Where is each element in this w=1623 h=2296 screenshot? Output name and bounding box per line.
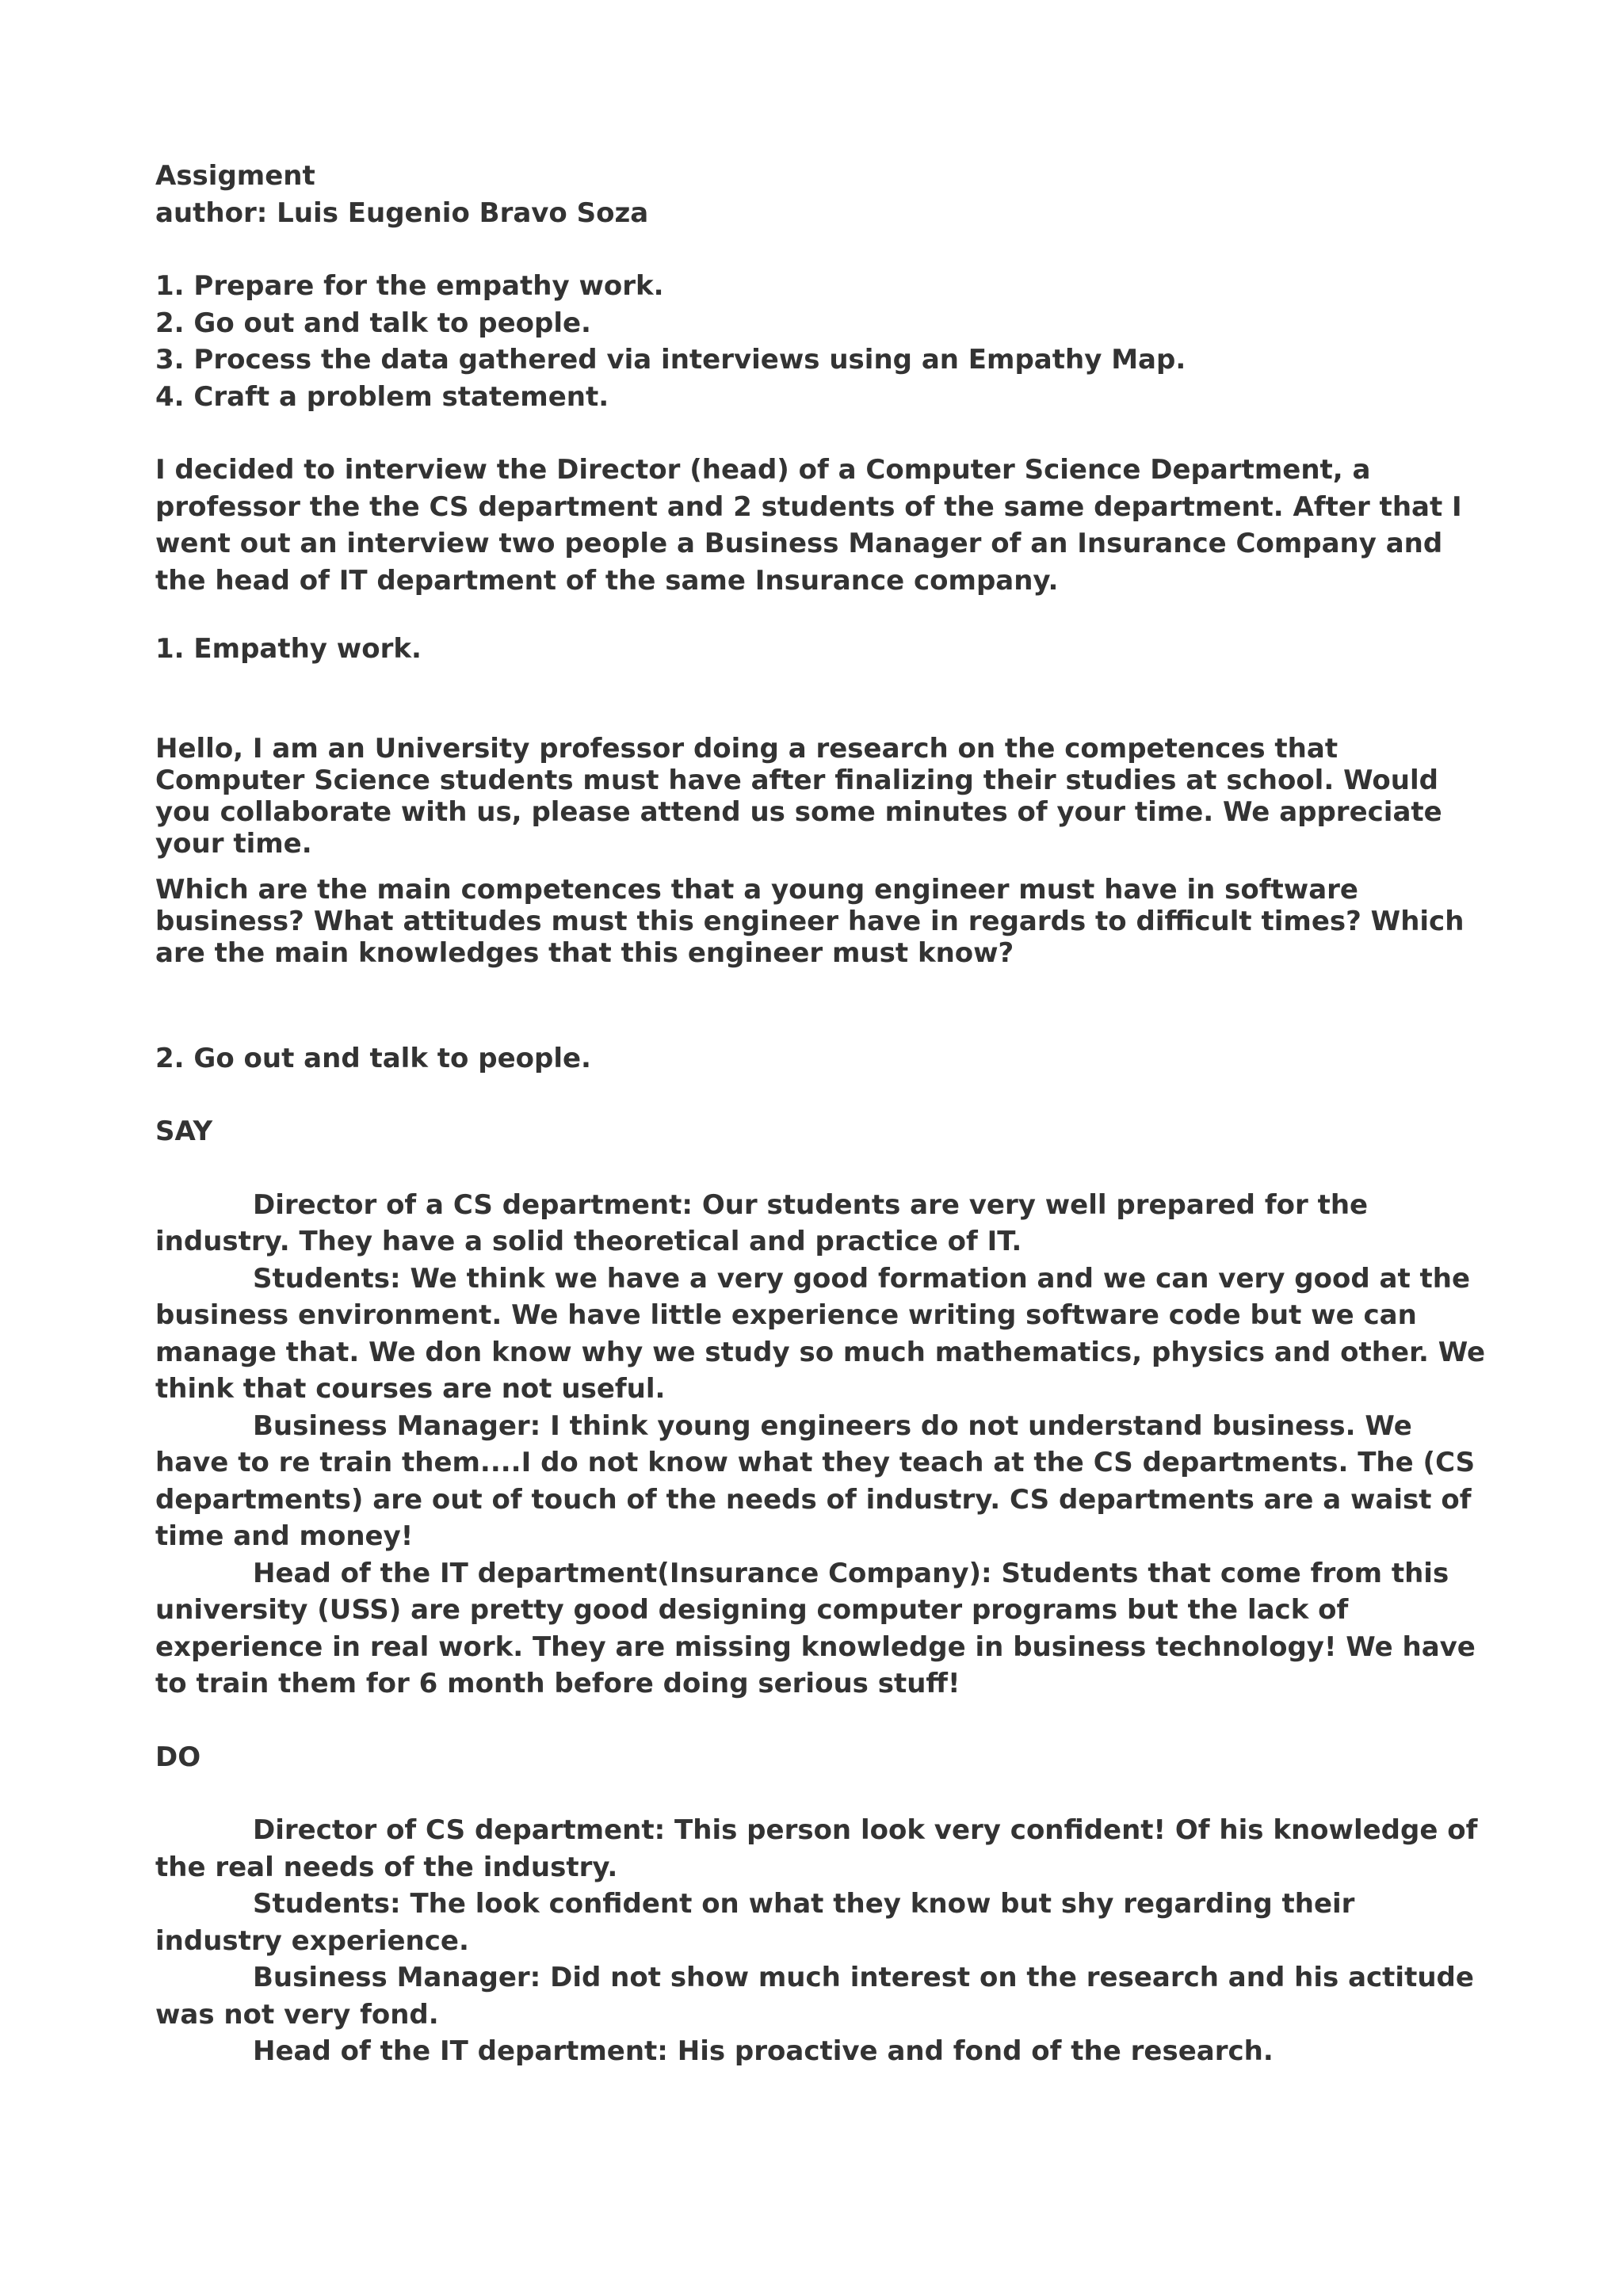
message-line: Hello, I am an University professor doing a research on the competences that [155, 732, 1338, 765]
say-manager-line: have to re train them....I do not know what they teach at the CS departments. The (CS [155, 1447, 1476, 1478]
say-label: SAY [155, 1116, 213, 1147]
step-item: 1. Prepare for the empathy work. [155, 270, 664, 302]
message-line: your time. [155, 827, 312, 860]
interview-questions [155, 874, 1487, 969]
message-line: Computer Science students must have after finalizing their studies at school. Would [155, 764, 1438, 796]
steps-list [155, 268, 1487, 415]
do-it-head [155, 2033, 1487, 2070]
say-students-line: business environment. We have little experience writing software code but we can [155, 1299, 1417, 1331]
say-section [155, 1187, 1487, 1703]
do-manager-line: Business Manager: Did not show much interest on the research and his actitude [253, 1962, 1474, 1993]
do-director-line: Director of CS department: This person look very confident! Of his knowledge of [253, 1814, 1478, 1846]
intro-paragraph [155, 452, 1487, 599]
say-manager-line: Business Manager: I think young engineers do not understand business. We [253, 1409, 1412, 1442]
say-director-line: industry. They have a solid theoretical and practice of IT. [155, 1226, 1022, 1257]
intro-line: professor the the CS department and 2 students of the same department. After that I [155, 490, 1462, 523]
say-students-line: Students: We think we have a very good formation and we can very good at the [253, 1262, 1471, 1295]
do-manager-line: was not very fond. [155, 1998, 439, 2031]
question-line: Which are the main competences that a young engineer must have in software [155, 873, 1358, 906]
step-item: 3. Process the data gathered via interviews using an Empathy Map. [155, 344, 1186, 376]
section-heading-empathy: 1. Empathy work. [155, 633, 422, 665]
say-students [155, 1261, 1487, 1408]
interview-message [155, 733, 1487, 860]
document-author: author: Luis Eugenio Bravo Soza [155, 196, 649, 229]
step-item: 4. Craft a problem statement. [155, 380, 609, 413]
step-item: 2. Go out and talk to people. [155, 307, 591, 339]
say-manager-line: departments) are out of touch of the needs of industry. CS departments are a waist of [155, 1483, 1472, 1516]
do-label: DO [155, 1741, 201, 1773]
do-students-line: Students: The look confident on what they know but shy regarding their [253, 1888, 1355, 1920]
say-manager-line: time and money! [155, 1520, 414, 1552]
say-it-head-line: university (USS) are pretty good designing computer programs but the lack of [155, 1594, 1349, 1626]
say-director [155, 1187, 1487, 1261]
intro-line: I decided to interview the Director (head) of a Computer Science Department, a [155, 454, 1371, 486]
say-students-line: think that courses are not useful. [155, 1373, 666, 1405]
section-heading-talk: 2. Go out and talk to people. [155, 1042, 591, 1074]
question-line: business? What attitudes must this engineer have in regards to difficult times? Which [155, 905, 1465, 937]
do-manager [155, 1959, 1487, 2033]
document-title: Assigment [155, 160, 315, 192]
say-director-line: Director of a CS department: Our students are very well prepared for the [253, 1188, 1369, 1221]
intro-line: the head of IT department of the same Insurance company. [155, 564, 1059, 597]
say-it-head-line: to train them for 6 month before doing serious stuff! [155, 1668, 960, 1699]
do-director-line: the real needs of the industry. [155, 1851, 618, 1883]
do-students-line: industry experience. [155, 1924, 469, 1957]
say-it-head [155, 1555, 1487, 1703]
do-students [155, 1886, 1487, 1959]
message-line: you collaborate with us, please attend us some minutes of your time. We appreciate [155, 795, 1442, 828]
intro-line: went out an interview two people a Business Manager of an Insurance Company and [155, 528, 1443, 559]
say-it-head-line: Head of the IT department(Insurance Company): Students that come from this [253, 1557, 1449, 1589]
say-students-line: manage that. We don know why we study so much mathematics, physics and other. We [155, 1336, 1486, 1368]
do-section [155, 1812, 1487, 2070]
question-line: are the main knowledges that this engineer must know? [155, 936, 1014, 969]
do-director [155, 1812, 1487, 1886]
document-body [155, 158, 1487, 2070]
say-it-head-line: experience in real work. They are missing knowledge in business technology! We have [155, 1630, 1476, 1663]
do-it-head-line: Head of the IT department: His proactive and fond of the research. [253, 2035, 1274, 2067]
say-manager [155, 1408, 1487, 1555]
